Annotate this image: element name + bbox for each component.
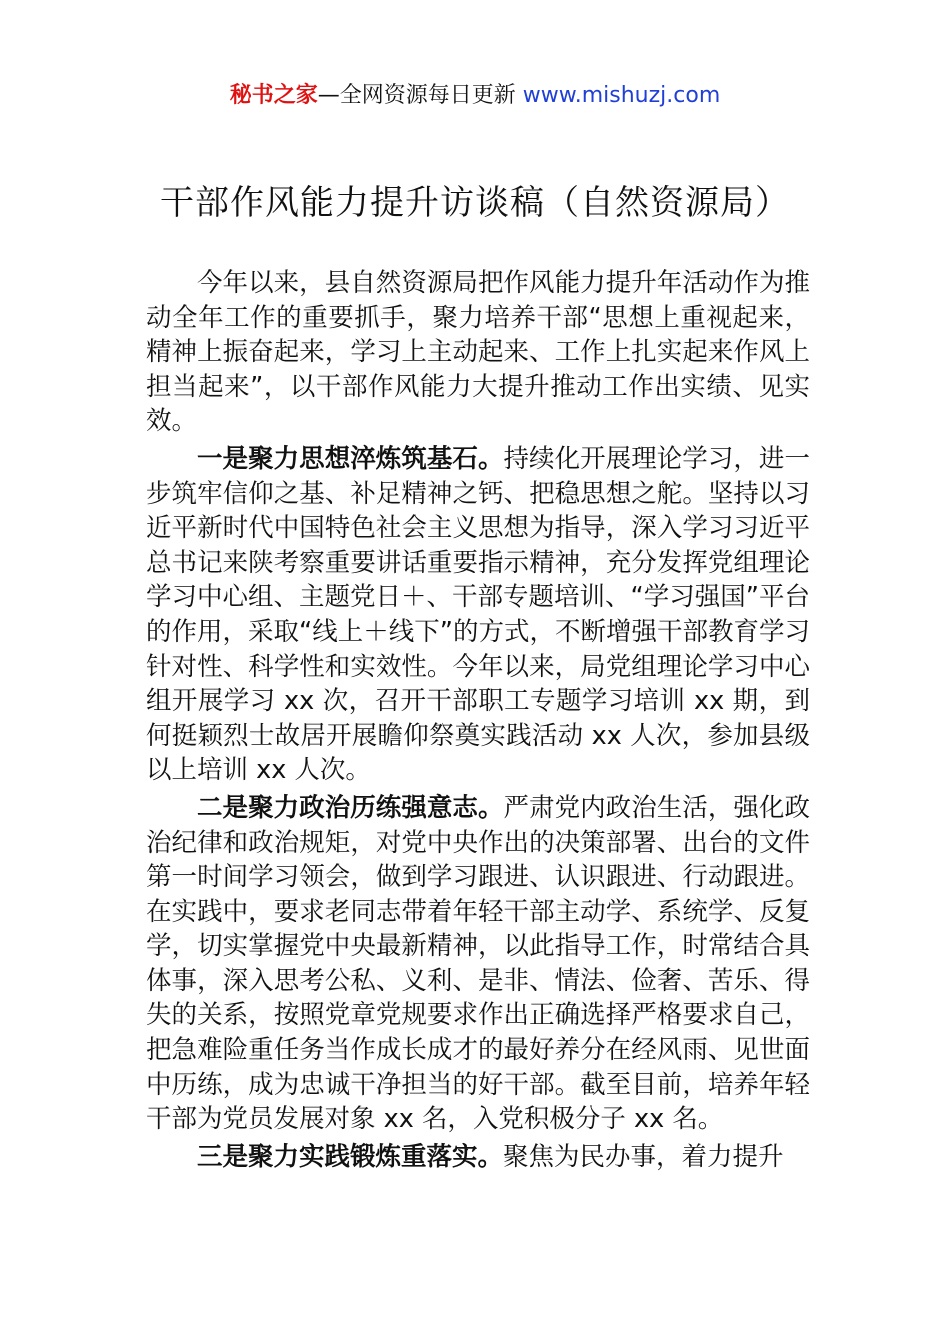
paragraph-lead: 三是聚力实践锻炼重落实。 xyxy=(197,1141,504,1172)
paragraph-lead: 一是聚力思想淬炼筑基石。 xyxy=(197,443,504,474)
paragraph-section-2 xyxy=(146,791,810,1137)
paragraph-text: 严肃党内政治生活，强化政治纪律和政治规矩，对党中央作出的决策部署、出台的文件第一时间学习领会，做到学习跟进、认识跟进、行动跟进。在实践中，要求老同志带着年轻干部主动学、系统学、反复学，切实掌握党中央最新精神，以此指导工作，时常结合具体事，深入思考公私、义利、是非、情法、俭奢、苦乐、得失的关系，按照党章党规要求作出正确选择严格要求自己，把急难险重任务当作成长成才的最好养分在经风雨、见世面中历练，成为忠诚干净担当的好干部。截至目前，培养年轻干部为党员发展对象 xx 名，入党积极分子 xx 名。 xyxy=(146,792,810,1135)
document-body xyxy=(146,266,810,1177)
paragraph-section-1 xyxy=(146,442,810,788)
paragraph-text: 持续化开展理论学习，进一步筑牢信仰之基、补足精神之钙、把稳思想之舵。坚持以习近平新时代中国特色社会主义思想为指导，深入学习习近平总书记来陕考察重要讲话重要指示精神，充分发挥党组理论学习中心组、主题党日＋、干部专题培训、“学习强国”平台的作用，采取“线上＋线下”的方式，不断增强干部教育学习针对性、科学性和实效性。今年以来，局党组理论学习中心组开展学习 xx 次，召开干部职工专题学习培训 xx 期，到何挺颖烈士故居开展瞻仰祭奠实践活动 xx 人次，参加县级以上培训 xx 人次。 xyxy=(146,443,810,786)
paragraph-intro xyxy=(146,266,810,439)
site-url-link[interactable]: www.mishuzj.com xyxy=(522,83,721,108)
paragraph-text: 今年以来，县自然资源局把作风能力提升年活动作为推动全年工作的重要抓手，聚力培养干部“思想上重视起来，精神上振奋起来，学习上主动起来、工作上扎实起来作风上担当起来”，以干部作风能力大提升推动工作出实绩、见实效。 xyxy=(146,268,810,437)
paragraph-section-3 xyxy=(146,1140,810,1175)
site-header xyxy=(0,80,950,112)
document-title: 干部作风能力提升访谈稿（自然资源局） xyxy=(160,183,790,223)
paragraph-text: 聚焦为民办事，着力提升 xyxy=(503,1141,784,1172)
site-brand: 秘书之家 xyxy=(229,83,318,108)
paragraph-lead: 二是聚力政治历练强意志。 xyxy=(197,792,504,823)
site-tagline: —全网资源每日更新 xyxy=(317,83,516,108)
